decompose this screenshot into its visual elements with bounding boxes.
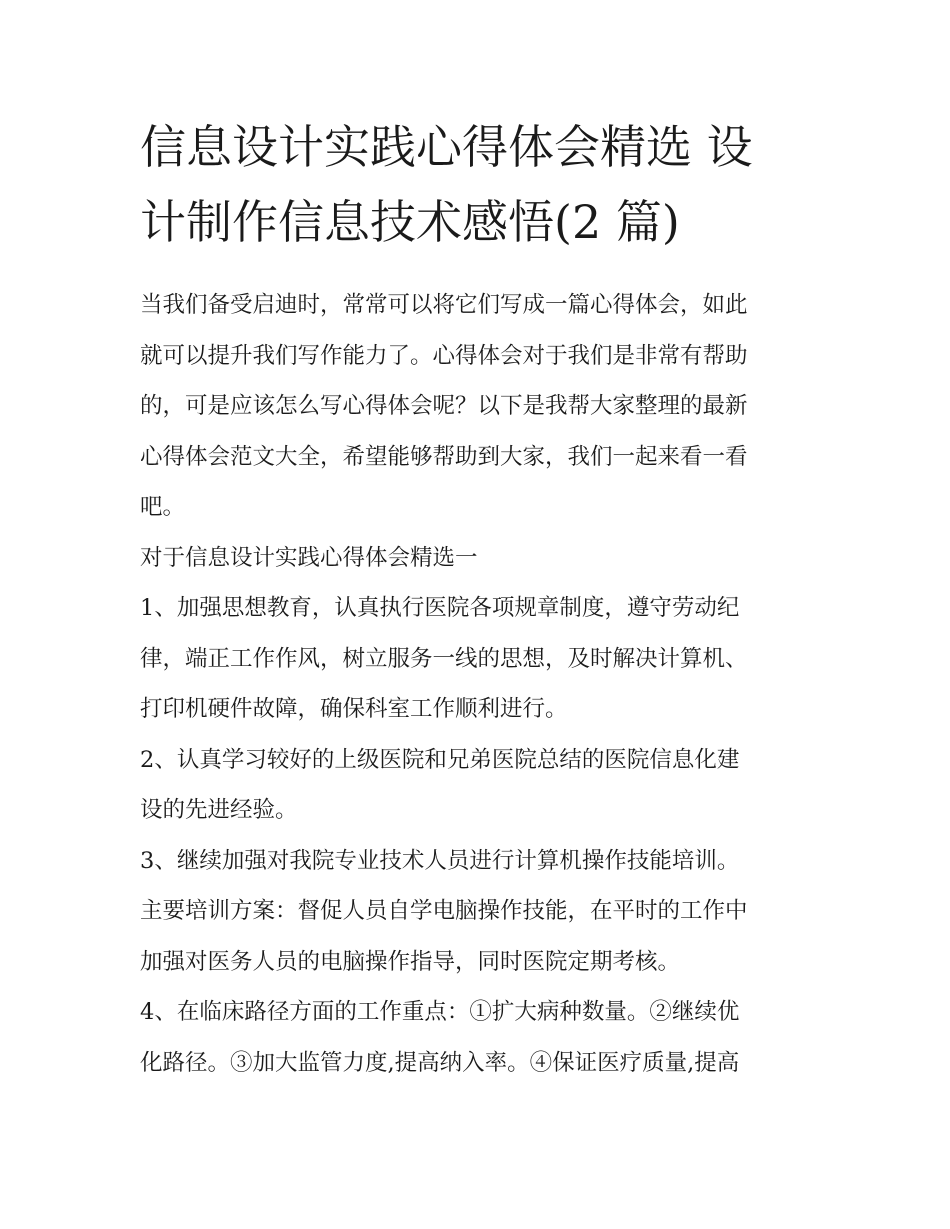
- list-item-3: [140, 836, 820, 988]
- text-line: 吧。: [140, 494, 186, 520]
- text-line: 加强对医务人员的电脑操作指导，同时医院定期考核。: [140, 948, 681, 975]
- section-heading: [140, 533, 820, 584]
- list-item-4: [140, 987, 820, 1088]
- text-line: 3、继续加强对我院专业技术人员进行计算机操作技能培训。: [140, 847, 740, 874]
- list-item-1: [140, 583, 820, 735]
- text-line: 2、认真学习较好的上级医院和兄弟医院总结的医院信息化建: [140, 746, 740, 773]
- document-body: [140, 280, 820, 1088]
- document-title: [140, 110, 820, 260]
- title-line-2: 计制作信息技术感悟(2 篇): [140, 195, 680, 249]
- text-line: 的，可是应该怎么写心得体会呢？以下是我帮大家整理的最新: [140, 393, 748, 419]
- text-line: 化路径。③加大监管力度,提高纳入率。④保证医疗质量,提高: [140, 1049, 740, 1076]
- text-line: 主要培训方案：督促人员自学电脑操作技能，在平时的工作中: [140, 898, 748, 924]
- text-line: 对于信息设计实践心得体会精选一: [140, 544, 478, 571]
- intro-paragraph: [140, 280, 820, 533]
- text-line: 就可以提升我们写作能力了。心得体会对于我们是非常有帮助: [140, 342, 748, 369]
- text-line: 1、加强思想教育，认真执行医院各项规章制度，遵守劳动纪: [140, 595, 740, 621]
- list-item-2: [140, 735, 820, 836]
- title-line-1: 信息设计实践心得体会精选 设: [140, 120, 753, 174]
- text-line: 设的先进经验。: [140, 797, 298, 823]
- text-line: 打印机硬件故障，确保科室工作顺利进行。: [140, 696, 568, 722]
- text-line: 心得体会范文大全，希望能够帮助到大家，我们一起来看一看: [140, 443, 748, 470]
- text-line: 当我们备受启迪时，常常可以将它们写成一篇心得体会，如此: [140, 292, 748, 318]
- text-line: 4、在临床路径方面的工作重点：①扩大病种数量。②继续优: [140, 999, 740, 1025]
- text-line: 律，端正工作作风，树立服务一线的思想，及时解决计算机、: [140, 645, 748, 672]
